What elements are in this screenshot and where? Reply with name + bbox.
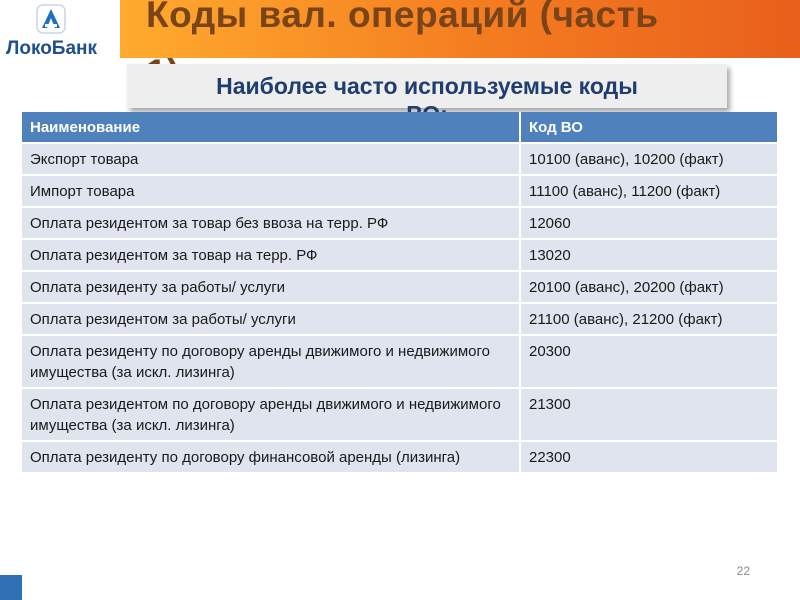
table-row (22, 388, 777, 441)
table-row (22, 441, 777, 472)
operation-code: 22300 (520, 441, 777, 472)
operation-name: Оплата резиденту по договору финансовой аренды (лизинга) (22, 441, 520, 472)
table-row (22, 143, 777, 175)
column-header-name: Наименование (22, 112, 520, 143)
subtitle: Наиболее часто используемые коды (216, 73, 638, 99)
operation-code: 21100 (аванс), 21200 (факт) (520, 303, 777, 335)
column-header-code: Код ВО (520, 112, 777, 143)
operation-code: 20100 (аванс), 20200 (факт) (520, 271, 777, 303)
operation-code: 11100 (аванс), 11200 (факт) (520, 175, 777, 207)
corner-accent (0, 575, 22, 600)
operation-name: Импорт товара (22, 175, 520, 207)
codes-table (22, 112, 777, 472)
operation-code: 12060 (520, 207, 777, 239)
table-row (22, 175, 777, 207)
operation-name: Экспорт товара (22, 143, 520, 175)
slide-title: Коды вал. операций (часть (146, 0, 659, 35)
subtitle-box (127, 64, 727, 108)
operation-name: Оплата резиденту по договору аренды движимого и недвижимого имущества (за искл. лизинга) (22, 335, 520, 388)
logo (0, 0, 120, 70)
operation-code: 21300 (520, 388, 777, 441)
operation-code: 13020 (520, 239, 777, 271)
bank-logo-icon (36, 4, 66, 34)
operation-name: Оплата резиденту за работы/ услуги (22, 271, 520, 303)
table-row (22, 207, 777, 239)
operation-name: Оплата резидентом по договору аренды движимого и недвижимого имущества (за искл. лизинга) (22, 388, 520, 441)
table-row (22, 271, 777, 303)
table-header-row (22, 112, 777, 143)
table-row (22, 303, 777, 335)
operation-code: 10100 (аванс), 10200 (факт) (520, 143, 777, 175)
operation-code: 20300 (520, 335, 777, 388)
page-number: 22 (736, 564, 750, 578)
table-row (22, 335, 777, 388)
table-row (22, 239, 777, 271)
operation-name: Оплата резидентом за товар без ввоза на терр. РФ (22, 207, 520, 239)
operation-name: Оплата резидентом за работы/ услуги (22, 303, 520, 335)
operation-name: Оплата резидентом за товар на терр. РФ (22, 239, 520, 271)
logo-text: ЛокоБанк (6, 38, 98, 59)
